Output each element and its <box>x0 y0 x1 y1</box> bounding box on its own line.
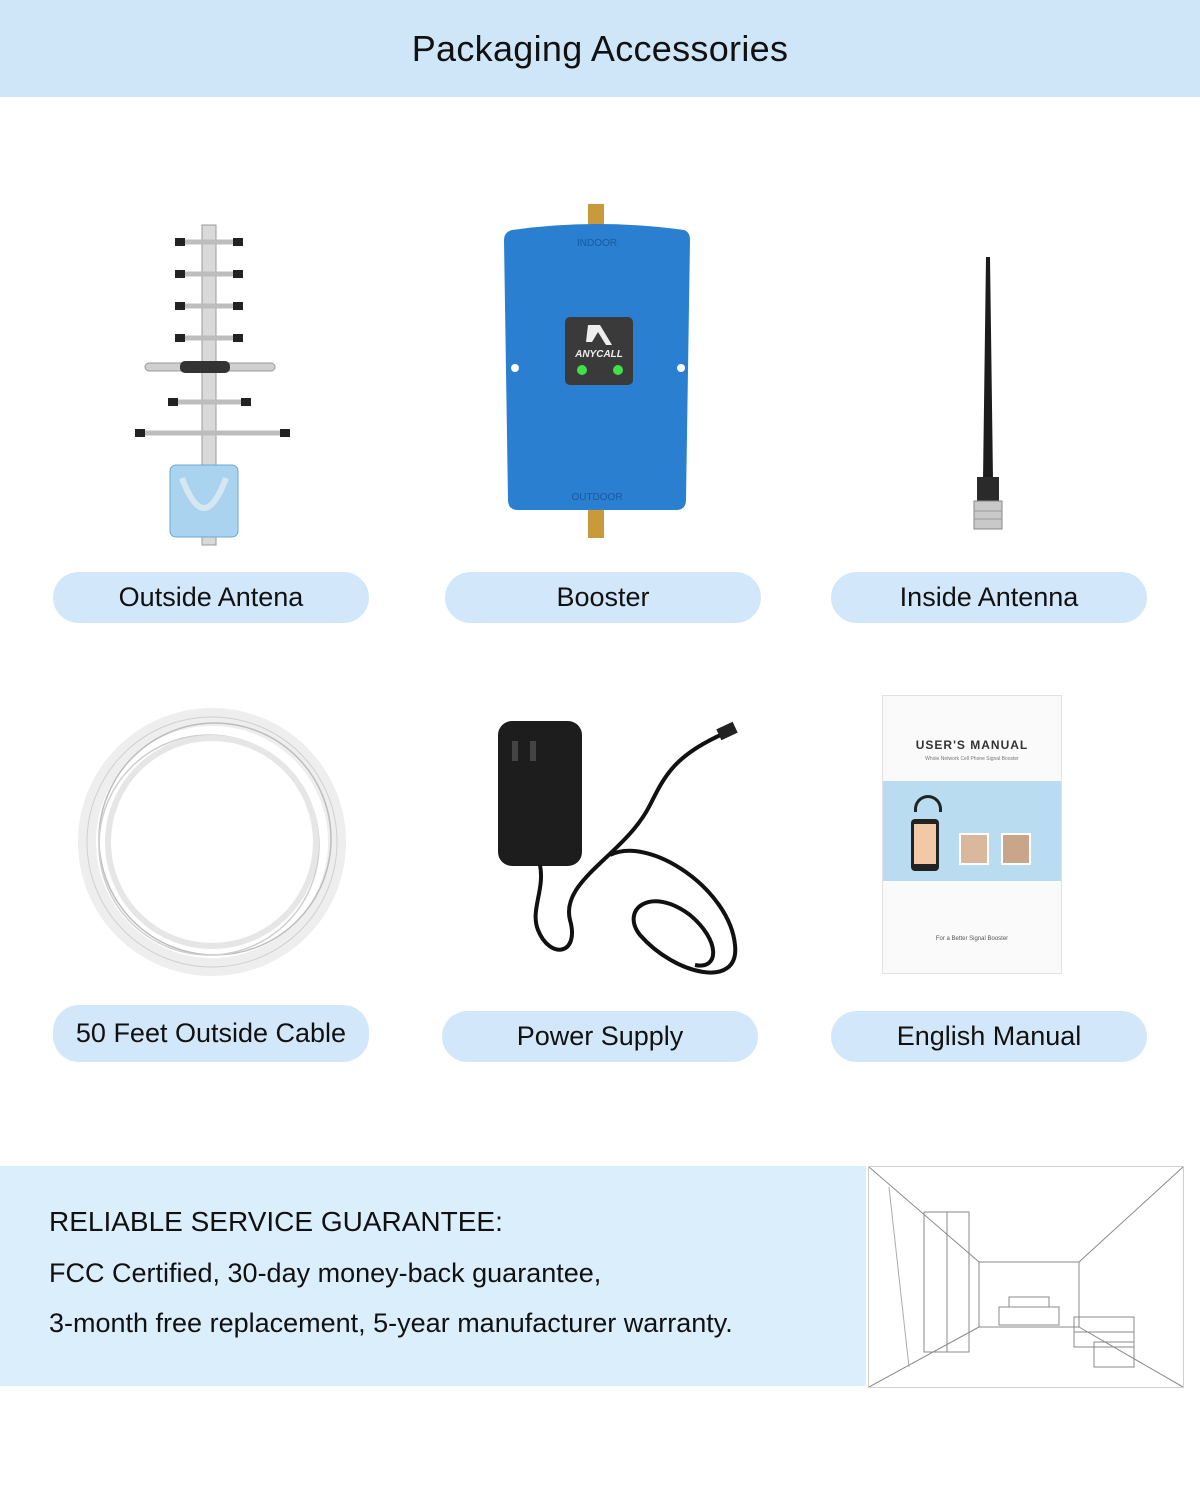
label-inside-antenna: Inside Antenna <box>831 572 1147 623</box>
label-booster: Booster <box>445 572 761 623</box>
header-banner <box>0 0 1200 97</box>
booster-image <box>500 200 695 545</box>
outdoor-label: OUTDOOR <box>571 492 623 503</box>
label-outside-antenna: Outside Antena <box>53 572 369 623</box>
inside-antenna-image <box>960 255 1015 535</box>
guarantee-line-1: FCC Certified, 30-day money-back guarantee, <box>49 1258 602 1288</box>
label-outside-cable: 50 Feet Outside Cable <box>53 1005 369 1062</box>
label-english-manual: English Manual <box>831 1011 1147 1062</box>
guarantee-title: RELIABLE SERVICE GUARANTEE: <box>49 1206 503 1237</box>
photo-thumb <box>959 833 989 865</box>
phone-icon <box>911 819 939 871</box>
photo-thumb <box>1001 833 1031 865</box>
indoor-label: INDOOR <box>577 238 617 249</box>
wifi-icon <box>914 795 942 812</box>
room-sketch-image <box>868 1166 1184 1388</box>
manual-cover-band <box>883 781 1061 881</box>
guarantee-line-2: 3-month free replacement, 5-year manufacturer warranty. <box>49 1308 733 1338</box>
label-power-supply: Power Supply <box>442 1011 758 1062</box>
cable-image <box>75 705 350 980</box>
brand-label: ANYCALL <box>575 349 623 360</box>
manual-title: USER'S MANUAL <box>915 738 1029 752</box>
manual-footer: For a Better Signal Booster <box>935 936 1009 942</box>
manual-subtitle: Whole Network Cell Phone Signal Booster <box>925 756 1019 762</box>
manual-image <box>882 695 1062 974</box>
power-supply-image <box>490 715 745 990</box>
page-title: Packaging Accessories <box>411 27 789 69</box>
outside-antenna-image <box>130 220 300 550</box>
